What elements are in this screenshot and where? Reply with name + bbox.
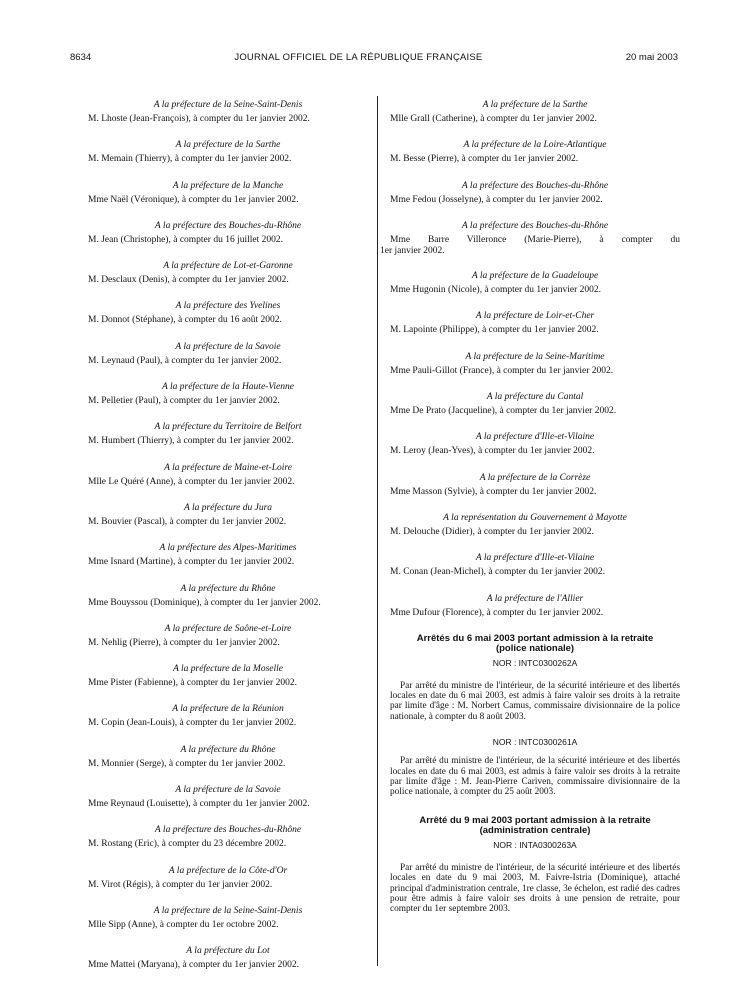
- prefecture-heading: A la préfecture des Bouches-du-Rhône: [154, 825, 302, 836]
- prefecture-heading: A la préfecture d'Ille-et-Vilaine: [475, 432, 595, 443]
- prefecture-heading: A la préfecture d'Ille-et-Vilaine: [475, 553, 595, 564]
- appointment-entry: [88, 461, 368, 489]
- appointment-text: M. Virot (Régis), à compter du 1er janvier 2002.: [88, 879, 273, 890]
- appointment-entry: [88, 541, 368, 569]
- prefecture-heading: A la préfecture du Rhône: [180, 583, 276, 594]
- prefecture-heading: A la préfecture de la Sarthe: [175, 140, 281, 151]
- appointment-entry: [88, 582, 368, 610]
- appointment-text: Mme Hugonin (Nicole), à compter du 1er janvier 2002.: [390, 285, 602, 296]
- appointment-text: M. Leroy (Jean-Yves), à compter du 1er janvier 2002.: [390, 446, 595, 457]
- appointment-entry: [88, 259, 368, 287]
- prefecture-heading: A la préfecture de Saône-et-Loire: [164, 623, 292, 634]
- left-column: [88, 98, 368, 972]
- appointment-entry: [390, 269, 680, 297]
- prefecture-heading: A la préfecture de la Corrèze: [479, 472, 591, 483]
- prefecture-heading: A la préfecture de la Loire-Atlantique: [463, 140, 607, 151]
- appointment-text: Mme Fedou (Josselyne), à compter du 1er janvier 2002.: [390, 194, 603, 205]
- section-title-line: (police nationale): [495, 642, 575, 654]
- section-title-line: Arrêtés du 6 mai 2003 portant admission à la retraite: [416, 632, 654, 644]
- appointment-entry: [88, 622, 368, 650]
- prefecture-heading: A la préfecture de la Réunion: [172, 704, 284, 715]
- appointment-text: Mme Pister (Fabienne), à compter du 1er janvier 2002.: [88, 678, 297, 689]
- prefecture-heading: A la préfecture de la Manche: [172, 180, 284, 191]
- prefecture-heading: A la préfecture des Bouches-du-Rhône: [461, 180, 609, 191]
- appointment-text: M. Monnier (Serge), à compter du 1er janvier 2002.: [88, 758, 286, 769]
- prefecture-heading: A la préfecture du Jura: [183, 502, 273, 513]
- appointment-entry: [390, 309, 680, 337]
- prefecture-heading: A la préfecture de la Seine-Saint-Denis: [153, 100, 303, 110]
- nor-reference: NOR : INTC0300261A: [492, 737, 578, 748]
- decree-paragraph: Par arrêté du ministre de l'intérieur, de la sécurité intérieure et des libertés locales en date du 6 mai 2003, est admis à faire valoir ses droits à la retraite par limite d'âge : M. Jean-Pierre Cariven, commissaire divisionnaire de la police nationale, à compter du 25 août 2003.: [390, 756, 680, 798]
- appointment-entry: [88, 662, 368, 690]
- appointment-entry: [88, 743, 368, 771]
- prefecture-heading: A la préfecture des Bouches-du-Rhône: [461, 220, 609, 231]
- prefecture-heading: A la préfecture de la Seine-Maritime: [465, 351, 605, 362]
- prefecture-heading: A la préfecture du Territoire de Belfort: [154, 422, 302, 433]
- appointment-entry: [88, 98, 368, 126]
- appointment-text: Mme Dufour (Florence), à compter du 1er janvier 2002.: [390, 607, 604, 618]
- nor-reference: NOR : INTA0300263A: [493, 839, 577, 850]
- appointment-text: M. Donnot (Stéphane), à compter du 16 août 2002.: [88, 315, 282, 326]
- appointment-entry: [390, 350, 680, 378]
- appointment-text: M. Lhoste (Jean-François), à compter du 1er janvier 2002.: [88, 114, 310, 124]
- appointment-entry: [88, 420, 368, 448]
- appointment-text: Mme Masson (Sylvie), à compter du 1er janvier 2002.: [390, 486, 597, 497]
- prefecture-heading: A la préfecture du Cantal: [486, 392, 584, 403]
- appointment-entry: [88, 783, 368, 811]
- prefecture-heading: A la préfecture de Lot-et-Garonne: [163, 261, 293, 272]
- section-title-line: (administration centrale): [479, 824, 591, 836]
- prefecture-heading: A la préfecture de la Côte-d'Or: [168, 865, 288, 876]
- appointment-text: Mme Mattei (Maryana), à compter du 1er janvier 2002.: [88, 960, 300, 971]
- appointment-text: M. Leynaud (Paul), à compter du 1er janvier 2002.: [88, 355, 282, 366]
- appointment-text: Mme Naël (Véronique), à compter du 1er janvier 2002.: [88, 194, 299, 205]
- page-number: 8634: [70, 51, 92, 63]
- appointment-text: M. Conan (Jean-Michel), à compter du 1er janvier 2002.: [390, 567, 606, 578]
- prefecture-heading: A la préfecture de la Seine-Saint-Denis: [153, 905, 303, 916]
- appointment-text: M. Pelletier (Paul), à compter du 1er janvier 2002.: [88, 396, 280, 407]
- issue-date: 20 mai 2003: [625, 51, 678, 63]
- appointment-entry: [380, 219, 680, 257]
- appointment-entry: [390, 592, 680, 620]
- appointment-text: Mme Isnard (Martine), à compter du 1er janvier 2002.: [88, 557, 295, 568]
- appointment-entry: [88, 299, 368, 327]
- prefecture-heading: A la préfecture de la Haute-Vienne: [162, 382, 294, 393]
- appointment-text: M. Humbert (Thierry), à compter du 1er janvier 2002.: [88, 436, 294, 447]
- appointment-entry: [390, 430, 680, 458]
- prefecture-heading: A la préfecture du Rhône: [180, 744, 276, 755]
- prefecture-heading: A la préfecture de l'Allier: [486, 593, 584, 604]
- prefecture-heading: A la préfecture de Loir-et-Cher: [475, 311, 595, 322]
- appointment-entry: [88, 702, 368, 730]
- prefecture-heading: A la préfecture de la Sarthe: [482, 100, 588, 110]
- appointment-entry: [88, 340, 368, 368]
- appointment-entry: [88, 823, 368, 851]
- right-column: [380, 98, 680, 915]
- appointment-entry: [390, 390, 680, 418]
- appointment-entry: [390, 471, 680, 499]
- appointment-entry: [88, 944, 368, 972]
- journal-title: JOURNAL OFFICIEL DE LA RÉPUBLIQUE FRANÇAISE: [234, 51, 483, 63]
- appointment-entry: [390, 98, 680, 126]
- prefecture-heading: A la préfecture de Maine-et-Loire: [164, 462, 292, 473]
- appointment-entry: [88, 501, 368, 529]
- appointment-text: M. Nehlig (Pierre), à compter du 1er janvier 2002.: [88, 637, 280, 648]
- section-title-line: Arrêté du 9 mai 2003 portant admission à la retraite: [419, 814, 651, 826]
- appointment-entry: [390, 138, 680, 166]
- appointment-text: M. Memain (Thierry), à compter du 1er janvier 2002.: [88, 154, 292, 165]
- prefecture-heading: A la préfecture de la Savoie: [175, 341, 281, 352]
- appointment-text: Mlle Grall (Catherine), à compter du 1er janvier 2002.: [390, 114, 597, 124]
- prefecture-heading: A la représentation du Gouvernement à Mayotte: [443, 512, 627, 523]
- page-header: [70, 50, 678, 64]
- appointment-text: M. Jean (Christophe), à compter du 16 juillet 2002.: [88, 234, 283, 245]
- appointment-text-continued: 1er janvier 2002.: [380, 245, 445, 256]
- appointment-entry: [390, 511, 680, 539]
- section-title: [390, 816, 680, 836]
- prefecture-heading: A la préfecture de la Moselle: [172, 664, 283, 675]
- prefecture-heading: A la préfecture des Bouches-du-Rhône: [154, 220, 302, 231]
- appointment-entry: [88, 904, 368, 932]
- appointment-text: Mlle Le Quéré (Anne), à compter du 1er janvier 2002.: [88, 476, 295, 487]
- column-divider: [377, 96, 378, 966]
- appointment-text: M. Besse (Pierre), à compter du 1er janvier 2002.: [390, 154, 579, 165]
- appointment-text: Mlle Sipp (Anne), à compter du 1er octobre 2002.: [88, 919, 279, 930]
- appointment-text: M. Desclaux (Denis), à compter du 1er janvier 2002.: [88, 275, 289, 286]
- appointment-entry: [88, 219, 368, 247]
- section-title: [390, 634, 680, 654]
- prefecture-heading: A la préfecture de la Guadeloupe: [471, 271, 599, 282]
- appointment-entry: [88, 380, 368, 408]
- appointment-text: M. Delouche (Didier), à compter du 1er janvier 2002.: [390, 526, 594, 537]
- appointment-text: Mme Bouyssou (Dominique), à compter du 1er janvier 2002.: [88, 597, 321, 608]
- appointment-text: M. Copin (Jean-Louis), à compter du 1er janvier 2002.: [88, 718, 297, 729]
- prefecture-heading: A la préfecture du Lot: [186, 946, 270, 957]
- appointment-entry: [390, 551, 680, 579]
- appointment-text: Mme Pauli-Gillot (France), à compter du 1er janvier 2002.: [390, 365, 614, 376]
- appointment-text: M. Lapointe (Philippe), à compter du 1er janvier 2002.: [390, 325, 599, 336]
- appointment-text: Mme Reynaud (Louisette), à compter du 1er janvier 2002.: [88, 799, 310, 810]
- appointment-text: Mme De Prato (Jacqueline), à compter du 1er janvier 2002.: [390, 406, 617, 417]
- appointment-text: Mme Barre Villeronce (Marie-Pierre), à compter du: [390, 234, 680, 245]
- nor-reference: NOR : INTC0300262A: [492, 657, 578, 668]
- decree-paragraph: Par arrêté du ministre de l'intérieur, de la sécurité intérieure et des libertés locales en date du 6 mai 2003, est admis à faire valoir ses droits à la retraite par limite d'âge : M. Norbert Camus, commissaire divisionnaire de la police nationale, à compter du 8 août 2003.: [390, 680, 680, 722]
- decree-paragraph: Par arrêté du ministre de l'intérieur, de la sécurité intérieure et des libertés locales en date du 9 mai 2003, M. Faivre-Istria (Dominique), attaché principal d'administration centrale, 1re classe, 3e échelon, est radié des cadres pour être admis à faire valoir ses droits à une pension de retraite, pour compter du 1er septembre 2003.: [390, 862, 680, 915]
- prefecture-heading: A la préfecture des Alpes-Maritimes: [159, 543, 297, 554]
- appointment-text: M. Bouvier (Pascal), à compter du 1er janvier 2002.: [88, 516, 287, 527]
- prefecture-heading: A la préfecture des Yvelines: [175, 301, 281, 312]
- appointment-entry: [88, 179, 368, 207]
- prefecture-heading: A la préfecture de la Savoie: [175, 785, 281, 796]
- appointment-entry: [390, 179, 680, 207]
- appointment-entry: [88, 864, 368, 892]
- appointment-text: M. Rostang (Eric), à compter du 23 décembre 2002.: [88, 839, 287, 850]
- appointment-entry: [88, 138, 368, 166]
